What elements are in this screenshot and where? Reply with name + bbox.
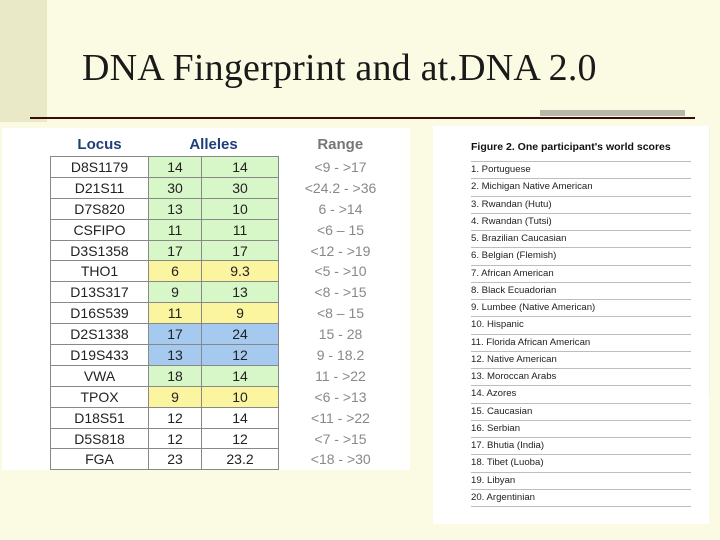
allele-1-cell: 9	[149, 386, 202, 407]
allele-1-cell: 18	[149, 365, 202, 386]
table-row	[51, 219, 403, 240]
range-cell: <12 - >19	[310, 242, 371, 259]
locus-cell: D5S818	[51, 428, 149, 449]
locus-cell: D13S317	[51, 282, 149, 303]
world-scores-list	[471, 161, 691, 507]
list-item: 14. Azores	[471, 386, 691, 403]
allele-2-cell: 9.3	[202, 261, 279, 282]
range-header: Range	[317, 135, 364, 153]
list-item: 8. Black Ecuadorian	[471, 283, 691, 300]
list-item: 17. Bhutia (India)	[471, 438, 691, 455]
world-scores-figure	[433, 126, 709, 524]
allele-1-cell: 13	[149, 198, 202, 219]
locus-cell: D2S1338	[51, 324, 149, 345]
list-item: 5. Brazilian Caucasian	[471, 231, 691, 248]
table-row	[51, 240, 403, 261]
list-item: 12. Native American	[471, 352, 691, 369]
allele-table-image	[2, 128, 410, 470]
range-cell: <11 - >22	[311, 409, 370, 426]
allele-2-cell: 14	[202, 365, 279, 386]
range-cell: <18 - >30	[310, 451, 371, 468]
range-cell: 6 - >14	[318, 200, 363, 217]
locus-cell: D7S820	[51, 198, 149, 219]
allele-2-cell: 30	[202, 177, 279, 198]
list-item: 7. African American	[471, 266, 691, 283]
table-row	[51, 365, 403, 386]
allele-table-body	[51, 157, 403, 470]
allele-2-cell: 13	[202, 282, 279, 303]
allele-1-cell: 11	[149, 303, 202, 324]
list-item: 20. Argentinian	[471, 490, 691, 507]
list-item: 9. Lumbee (Native American)	[471, 300, 691, 317]
table-row	[51, 345, 403, 366]
table-row	[51, 177, 403, 198]
list-item: 10. Hispanic	[471, 317, 691, 334]
locus-cell: D16S539	[51, 303, 149, 324]
allele-1-cell: 13	[149, 345, 202, 366]
allele-2-cell: 10	[202, 198, 279, 219]
table-row	[51, 198, 403, 219]
locus-cell: THO1	[51, 261, 149, 282]
figure-top-strip	[540, 110, 685, 116]
locus-cell: D19S433	[51, 345, 149, 366]
list-item: 19. Libyan	[471, 473, 691, 490]
alleles-header: Alleles	[189, 135, 238, 153]
locus-header: Locus	[77, 135, 122, 153]
locus-cell: VWA	[51, 365, 149, 386]
list-item: 2. Michigan Native American	[471, 179, 691, 196]
allele-2-cell: 14	[202, 157, 279, 178]
allele-1-cell: 9	[149, 282, 202, 303]
list-item: 4. Rwandan (Tutsi)	[471, 214, 691, 231]
allele-1-cell: 14	[149, 157, 202, 178]
slide-title: DNA Fingerprint and at.DNA 2.0	[82, 47, 597, 89]
locus-cell: D8S1179	[51, 157, 149, 178]
allele-2-cell: 9	[202, 303, 279, 324]
range-cell: <6 – 15	[316, 221, 365, 238]
allele-1-cell: 6	[149, 261, 202, 282]
allele-1-cell: 12	[149, 407, 202, 428]
list-item: 11. Florida African American	[471, 335, 691, 352]
table-header-row	[51, 132, 403, 157]
list-item: 3. Rwandan (Hutu)	[471, 197, 691, 214]
locus-cell: TPOX	[51, 386, 149, 407]
range-cell: <7 - >15	[314, 430, 367, 447]
list-item: 15. Caucasian	[471, 404, 691, 421]
range-cell: <9 - >17	[314, 158, 367, 175]
range-cell: <6 - >13	[314, 388, 367, 405]
table-row	[51, 324, 403, 345]
list-item: 16. Serbian	[471, 421, 691, 438]
range-cell: <24.2 - >36	[304, 179, 377, 196]
list-item: 18. Tibet (Luoba)	[471, 455, 691, 472]
table-row	[51, 261, 403, 282]
left-accent-bar	[0, 0, 47, 122]
title-underline	[30, 117, 695, 119]
locus-cell: CSFIPO	[51, 219, 149, 240]
table-row	[51, 282, 403, 303]
allele-table	[50, 132, 403, 470]
list-item: 1. Portuguese	[471, 161, 691, 179]
range-cell: <8 – 15	[316, 305, 365, 322]
range-cell: 11 - >22	[315, 367, 366, 384]
allele-1-cell: 17	[149, 324, 202, 345]
range-cell: <8 - >15	[314, 284, 367, 301]
allele-2-cell: 14	[202, 407, 279, 428]
allele-1-cell: 17	[149, 240, 202, 261]
allele-2-cell: 11	[202, 219, 279, 240]
table-row	[51, 303, 403, 324]
list-item: 6. Belgian (Flemish)	[471, 248, 691, 265]
locus-cell: D21S11	[51, 177, 149, 198]
locus-cell: D18S51	[51, 407, 149, 428]
allele-1-cell: 30	[149, 177, 202, 198]
allele-2-cell: 17	[202, 240, 279, 261]
figure-title: Figure 2. One participant's world scores	[471, 141, 671, 153]
allele-1-cell: 11	[149, 219, 202, 240]
range-cell: 9 - 18.2	[316, 346, 365, 363]
range-cell: 15 - 28	[318, 326, 363, 343]
locus-cell: FGA	[51, 449, 149, 470]
allele-2-cell: 12	[202, 428, 279, 449]
table-row	[51, 449, 403, 470]
table-row	[51, 428, 403, 449]
allele-2-cell: 23.2	[202, 449, 279, 470]
allele-2-cell: 24	[202, 324, 279, 345]
table-row	[51, 386, 403, 407]
allele-2-cell: 12	[202, 345, 279, 366]
table-row	[51, 157, 403, 178]
allele-2-cell: 10	[202, 386, 279, 407]
locus-cell: D3S1358	[51, 240, 149, 261]
list-item: 13. Moroccan Arabs	[471, 369, 691, 386]
range-cell: <5 - >10	[314, 263, 367, 280]
allele-1-cell: 23	[149, 449, 202, 470]
table-row	[51, 407, 403, 428]
allele-1-cell: 12	[149, 428, 202, 449]
